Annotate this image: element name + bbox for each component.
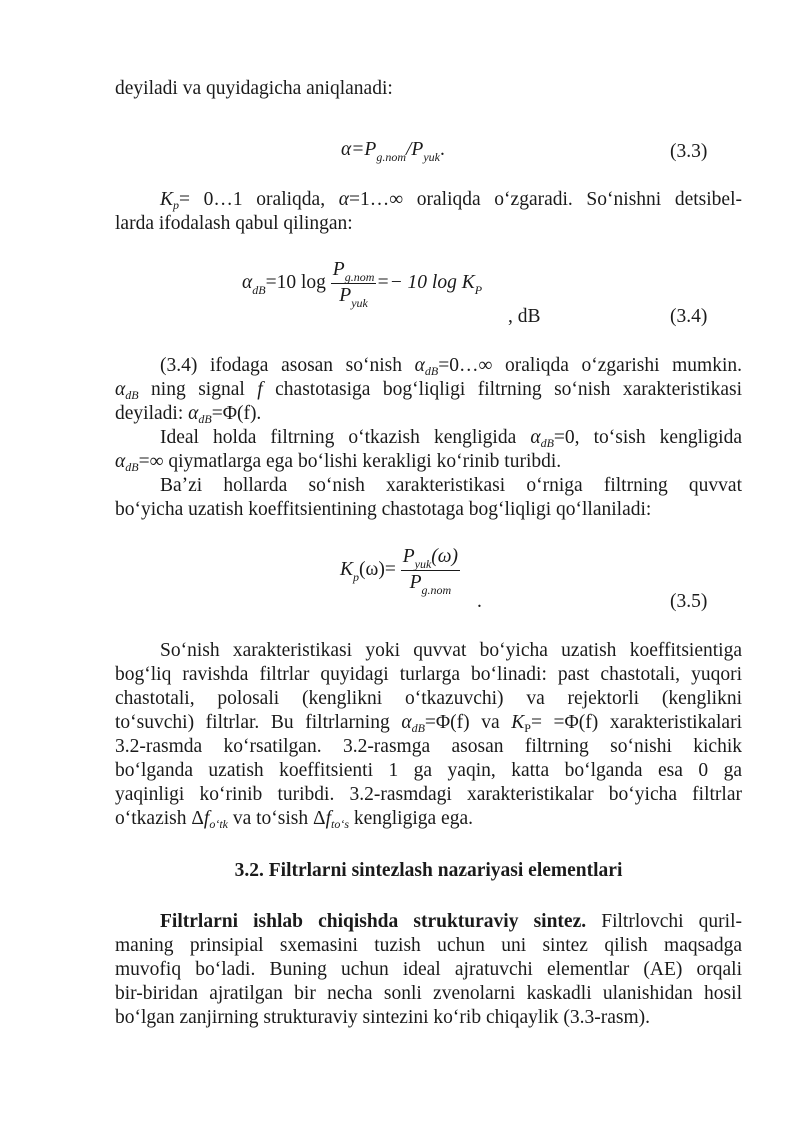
- text-line: maning prinsipial sxemasini tuzish uchun uni sintez qilish maqsadga: [115, 935, 742, 956]
- text-span: ning signal: [138, 379, 258, 400]
- eq-dot: .: [477, 591, 482, 612]
- text-line: Baʼzi hollarda soʻnish xarakteristikasi oʻrniga filtrning quvvat: [160, 475, 742, 496]
- eq-part: P: [339, 285, 352, 306]
- text-line: boʻyicha uzatish koeffitsientining chastotaga bogʻliqligi qoʻllaniladi:: [115, 499, 652, 520]
- fraction: [331, 258, 377, 309]
- text-line: 3.2-rasmda koʻrsatilgan. 3.2-rasmga asosan filtrning soʻnishi kichik: [115, 736, 742, 757]
- eq-part: P: [402, 546, 415, 567]
- text-span: chastotasiga bogʻliqligi filtrning soʻnish xarakteristikasi: [262, 379, 742, 400]
- text-span: toʻsuvchi) filtrlar. Bu filtrlarning: [115, 712, 402, 733]
- eq-part: =10 log: [265, 271, 326, 293]
- eq-part: .: [439, 139, 445, 160]
- eq-part: K: [340, 558, 354, 580]
- eq-sub: g.nom: [344, 270, 375, 284]
- text-line: [115, 402, 742, 426]
- text-line: larda ifodalash qabul qilingan:: [115, 213, 353, 234]
- text-line: [115, 711, 742, 735]
- symbol-sub: dB: [125, 460, 139, 474]
- unit-label: , dB: [508, 306, 541, 327]
- symbol: α: [401, 712, 412, 733]
- eq-part: /P: [405, 139, 424, 160]
- text-span: = 0…1 oraliqda,: [179, 189, 339, 210]
- run-in-heading: Filtrlarni ishlab chiqishda strukturaviy sintez.: [160, 911, 587, 932]
- eq-part: (ω)=: [359, 558, 396, 580]
- eq-sub: g.nom: [376, 150, 406, 164]
- fraction: [401, 545, 460, 596]
- text-span: =∞ qiymatlarga ega boʻlishi kerakligi koʻrinib turibdi.: [138, 451, 562, 472]
- equation-3-4: [242, 258, 482, 309]
- equation-number: (3.3): [670, 141, 708, 162]
- symbol-sub: dB: [198, 412, 212, 426]
- text-span: =0…∞ oraliqda oʻzgarishi mumkin.: [438, 355, 742, 376]
- symbol: K: [160, 189, 174, 210]
- text-span: oʻtkazish Δ: [115, 808, 204, 829]
- symbol: α: [338, 189, 349, 210]
- symbol: α: [530, 427, 541, 448]
- symbol-sub: dB: [540, 436, 554, 450]
- symbol-sub: p: [173, 198, 180, 212]
- text-span: =0, toʻsish kengligida: [553, 427, 742, 448]
- symbol: α: [188, 403, 199, 424]
- symbol-sub: P: [524, 721, 531, 735]
- equation-3-5: [340, 545, 460, 596]
- symbol-sub: toʻs: [330, 817, 349, 831]
- text-span: = =Φ(f) xarakteristikalari: [530, 712, 742, 733]
- text-line: yaqinligi koʻrinib turibdi. 3.2-rasmdagi xarakteristikalar boʻyicha filtrlar: [115, 784, 742, 805]
- text-span: Filtrlovchi quril-: [586, 911, 742, 932]
- text-line: Soʻnish xarakteristikasi yoki quvvat boʻyicha uzatish koeffitsientiga: [160, 640, 742, 661]
- eq-part: α=P: [341, 139, 377, 160]
- text-span: =Φ(f).: [211, 403, 262, 424]
- eq-sub: yuk: [423, 150, 440, 164]
- eq-sub: yuk: [351, 296, 368, 310]
- eq-part: α: [242, 271, 253, 293]
- eq-sub: p: [353, 569, 360, 584]
- equation-number: (3.5): [670, 591, 708, 612]
- text-line: [115, 807, 742, 831]
- text-line: muvofiq boʻladi. Buning uchun ideal ajratuvchi elementlar (AE) orqali: [115, 959, 742, 980]
- text-span: (3.4) ifodaga asosan soʻnish: [160, 355, 415, 376]
- eq-sub: g.nom: [421, 583, 452, 597]
- eq-part: P: [332, 259, 345, 280]
- symbol: f: [325, 808, 331, 829]
- text-line: [115, 910, 742, 934]
- text-span: =1…∞ oraliqda oʻzgaradi. Soʻnishni detsibel-: [348, 189, 742, 210]
- text-line: [115, 426, 742, 450]
- eq-sub: dB: [252, 282, 266, 297]
- symbol: α: [414, 355, 425, 376]
- symbol-sub: oʻtk: [209, 817, 228, 831]
- text-span: Ideal holda filtrning oʻtkazish kengligida: [160, 427, 531, 448]
- text-line: bir-biridan ajratilgan bir necha sonli zvenolarni kaskadli ulanishidan hosil: [115, 983, 742, 1004]
- text-line: boʻlgan zanjirning strukturaviy sintezini koʻrib chiqaylik (3.3-rasm).: [115, 1007, 651, 1028]
- eq-part: (ω): [431, 546, 459, 567]
- symbol-sub: dB: [424, 364, 439, 378]
- text-line: chastotali, polosali (kenglikni oʻtkazuvchi) va rejektorli (kenglikni: [115, 688, 742, 709]
- text-span: deyiladi:: [115, 403, 189, 424]
- text-line: bogʻliq ravishda filtrlar quyidagi turlarga boʻlinadi: past chastotali, yuqori: [115, 664, 742, 685]
- text-line: [115, 378, 742, 402]
- text-span: kengligiga ega.: [348, 808, 473, 829]
- eq-part: P: [409, 572, 422, 593]
- symbol: α: [115, 451, 126, 472]
- symbol: α: [115, 379, 126, 400]
- text-line: [115, 450, 742, 474]
- equation-3-3: [341, 139, 445, 164]
- symbol: K: [511, 712, 525, 733]
- text-span: =Φ(f) va: [424, 712, 512, 733]
- text-line: [115, 188, 742, 212]
- symbol-sub: dB: [125, 388, 139, 402]
- eq-sub: P: [474, 282, 483, 297]
- section-heading: 3.2. Filtrlarni sintezlash nazariyasi elementlari: [234, 860, 623, 881]
- eq-part: =− 10 log K: [376, 271, 475, 293]
- equation-number: (3.4): [670, 306, 708, 327]
- symbol-sub: dB: [411, 721, 425, 735]
- symbol: f: [203, 808, 210, 829]
- text-line: boʻlganda uzatish koeffitsienti 1 ga yaqin, katta boʻlganda esa 0 ga: [115, 760, 742, 781]
- text-span: va toʻsish Δ: [227, 808, 326, 829]
- eq-sub: yuk: [414, 557, 432, 571]
- symbol: f: [257, 379, 263, 400]
- text-line: [115, 354, 742, 378]
- text-line: deyiladi va quyidagicha aniqlanadi:: [115, 78, 393, 99]
